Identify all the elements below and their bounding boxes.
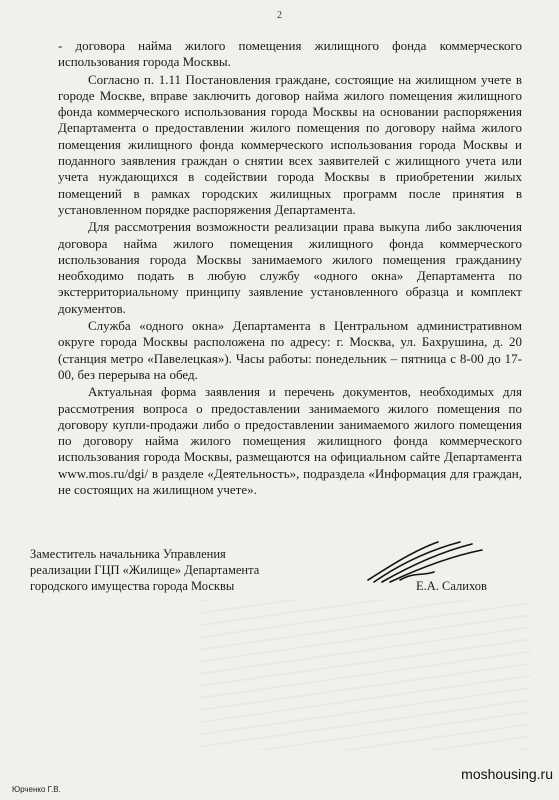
signatory-title-line: Заместитель начальника Управления	[30, 547, 226, 561]
signature-block	[30, 546, 530, 594]
watermark-text: moshousing.ru	[461, 766, 553, 782]
signatory-name: Е.А. Салихов	[416, 579, 487, 593]
page-number: 2	[277, 10, 282, 21]
paragraph-service-office: Служба «одного окна» Департамента в Центральном административном округе города Москвы расположена по адресу: г. Москва, ул. Бахрушина, д. 20 (станция метро «Павелецкая»). Часы работы: понедельник – пятница с 8-00 до 17-00, без перерыва на обед.	[58, 318, 522, 382]
paragraph-contract-item: - договора найма жилого помещения жилищного фонда коммерческого использования города Москвы.	[58, 38, 522, 70]
reverse-side-bleed-through	[200, 600, 530, 750]
signatory-title-line: реализации ГЦП «Жилище» Департамента	[30, 563, 260, 577]
executor-name: Юрченко Г.В.	[12, 785, 61, 794]
letter-body	[58, 38, 522, 498]
signatory-title-line: городского имущества города Москвы	[30, 579, 235, 593]
paragraph-application: Для рассмотрения возможности реализации права выкупа либо заключения договора найма жилого помещения жилищного фонда коммерческого использования города Москвы занимаемого жилого помещения гражданину необходимо подать в любую службу «одного окна» Департамента по экстерриториальному принципу заявление установленного образца и комплект документов.	[58, 219, 522, 316]
paragraph-forms: Актуальная форма заявления и перечень документов, необходимых для рассмотрения вопроса о предоставлении занимаемого жилого помещения по договору купли-продажи либо о предоставлении занимаемого жилого помещения по договору найма жилого помещения жилищного фонда коммерческого использования города Москвы, размещаются на официальном сайте Департамента www.mos.ru/dgi/ в разделе «Деятельность», подраздела «Информация для граждан, не состоящих на жилищном учете».	[58, 384, 522, 498]
paragraph-resolution: Согласно п. 1.11 Постановления граждане, состоящие на жилищном учете в городе Москве, вправе заключить договор найма жилого помещения жилищного фонда коммерческого использования города Москвы на основании распоряжения Департамента о предоставлении жилого помещения по договору найма жилого помещения жилищного фонда коммерческого использования города Москвы и поданного заявления граждан о снятии всех заявителей с жилищного учета или учета нуждающихся в содействии города Москвы в приобретении жилых помещений в рамках городских жилищных программ после принятия в установленном порядке распоряжения Департамента.	[58, 71, 522, 217]
